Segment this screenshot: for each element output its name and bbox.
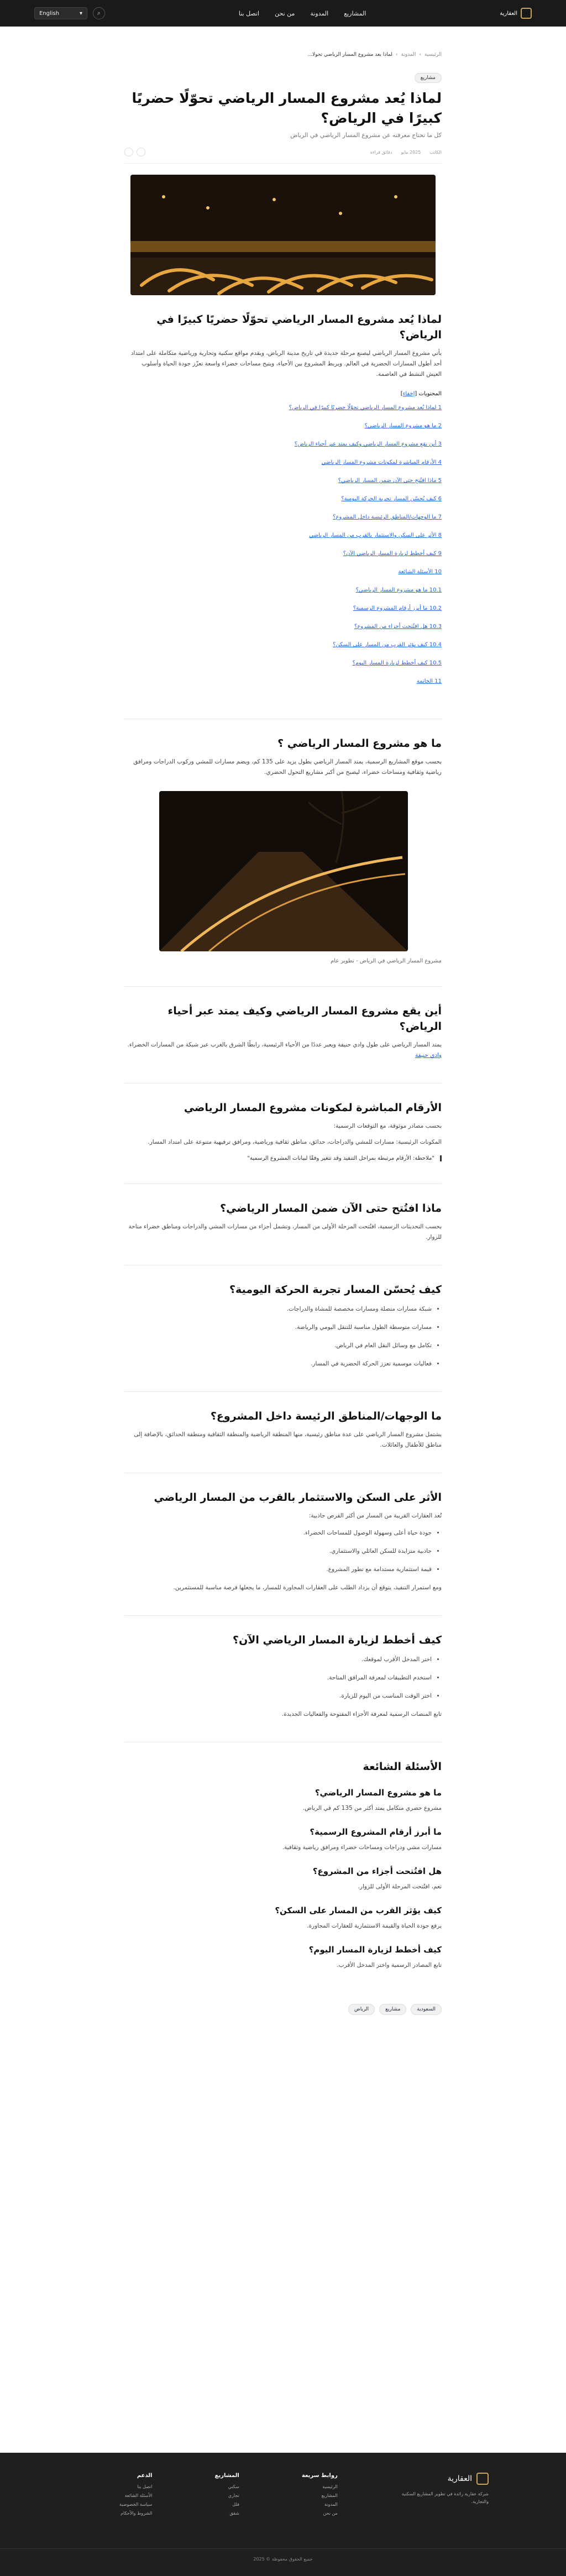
toc-link[interactable]: 6 كيف يُحسّن المسار تجربة الحركة اليومية؟ — [341, 496, 442, 502]
site-logo[interactable] — [500, 8, 532, 19]
footer-link[interactable]: شقق — [229, 2511, 239, 2516]
logo-mark — [476, 2473, 489, 2485]
nav-item-projects[interactable]: المشاريع — [344, 9, 366, 17]
article-photo — [159, 791, 408, 951]
footer-column — [302, 2473, 338, 2520]
list-item: • جودة حياة أعلى وسهولة الوصول للمساحات الخضراء. — [124, 1528, 432, 1538]
read-time: دقائق قراءة — [370, 149, 392, 155]
main-nav — [239, 10, 366, 17]
toc-header: المحتويات [إخفاء] — [400, 391, 442, 397]
page-title: لماذا يُعد مشروع المسار الرياضي تحوّلًا حضريًا كبيرًا في الرياض؟ — [132, 90, 442, 126]
footer-brand — [400, 2473, 489, 2520]
toc-link[interactable]: 10.1 ما هو مشروع المسار الرياضي؟ — [355, 587, 442, 593]
share-icon[interactable] — [137, 148, 145, 156]
footer-brand-name: العقارية — [447, 2474, 472, 2483]
section-heading: الأرقام المباشرة لمكونات مشروع المسار الرياضي — [184, 1102, 442, 1114]
toc-link[interactable]: 1 لماذا يُعد مشروع المسار الرياضي تحوّلًا حضريًا كبيرًا في الرياض؟ — [289, 405, 442, 411]
logo-text: العقارية — [500, 10, 517, 17]
footer-column-title: روابط سريعة — [301, 2473, 338, 2479]
nav-item-blog[interactable]: المدونة — [310, 9, 329, 17]
footer-link[interactable]: من نحن — [323, 2511, 338, 2516]
toc-link[interactable]: 4 الأرقام المباشرة لمكونات مشروع المسار الرياضي — [321, 459, 442, 465]
section-heading: أين يقع مشروع المسار الرياضي وكيف يمتد عبر أحياء الرياض؟ — [167, 1005, 442, 1033]
top-navigation-bar — [0, 0, 566, 27]
copyright: جميع الحقوق محفوظة © 2025 — [0, 2548, 566, 2562]
language-select[interactable] — [34, 7, 87, 19]
blockquote: "ملاحظة: الأرقام مرتبطة بمراحل التنفيذ وقد تتغير وفقًا لبيانات المشروع الرسمية" — [124, 1155, 442, 1161]
paragraph-text: يمتد المسار الرياضي على طول وادي حنيفة ويعبر عددًا من الأحياء الرئيسية، رابطًا الشرق بالغرب عبر شبكة من المسارات الخضراء. — [127, 1041, 442, 1048]
topbar-tools — [34, 7, 105, 19]
breadcrumb-home[interactable]: الرئيسية — [424, 52, 442, 57]
paragraph: ومع استمرار التنفيذ، يتوقع أن يزداد الطلب على العقارات المجاورة للمسار، ما يجعلها فرصة مناسبة للمستثمرين. — [173, 1584, 442, 1591]
faq-question: ما أبرز أرقام المشروع الرسمية؟ — [310, 1827, 442, 1837]
footer-about: شركة عقارية رائدة في تطوير المشاريع السكنية والتجارية. — [401, 2491, 489, 2504]
inline-link[interactable]: وادي حنيفة — [415, 1052, 442, 1059]
share-icon[interactable] — [124, 148, 133, 156]
list-item: • فعاليات موسمية تعزز الحركة الحضرية في المسار. — [124, 1359, 432, 1369]
breadcrumb: الرئيسية › المدونة › لماذا يعد مشروع المسار الرياضي تحولا... — [307, 52, 442, 57]
tag-list — [124, 2004, 442, 2015]
paragraph: يشتمل مشروع المسار الرياضي على عدة مناطق رئيسية، منها المنطقة الرياضية والمنطقة الثقافية ومنطقة الحدائق، بالإضافة إلى مناطق للأطفال والعائلات. — [134, 1431, 442, 1448]
share-buttons — [124, 148, 145, 156]
chevron-down-icon: ▾ — [79, 10, 82, 17]
list-item: • اختر الوقت المناسب من اليوم للزيارة. — [124, 1691, 432, 1701]
toc-label: المحتويات — [418, 391, 442, 397]
list-item: • مسارات متوسطة الطول مناسبة للتنقل اليومي والرياضة. — [124, 1322, 432, 1333]
footer-column-title: الدعم — [137, 2473, 153, 2479]
footer-link[interactable]: المشاريع — [321, 2493, 338, 2498]
author[interactable]: الكاتب — [429, 149, 442, 155]
table-of-contents — [124, 405, 442, 697]
footer-column-title: المشاريع — [214, 2473, 239, 2479]
language-label: English — [39, 10, 60, 17]
paragraph: تُعد العقارات القريبة من المسار من أكثر الفرص جاذبية: — [308, 1512, 442, 1519]
toc-link[interactable]: 10.2 ما أبرز أرقام المشروع الرسمية؟ — [353, 605, 442, 611]
toc-link[interactable]: 10.3 هل افتُتحت أجزاء من المشروع؟ — [354, 624, 442, 630]
divider — [124, 1391, 442, 1392]
image-caption: مشروع المسار الرياضي في الرياض - تطوير عام — [331, 958, 442, 964]
paragraph: المكونات الرئيسية: مسارات للمشي والدراجات، حدائق، مناطق ثقافية ورياضية، ومرافق ترفيهية متنوعة على امتداد المسار. — [148, 1139, 442, 1145]
nav-item-about[interactable]: من نحن — [275, 9, 295, 17]
footer-link[interactable]: تجاري — [228, 2493, 239, 2498]
section-heading: لماذا يُعد مشروع المسار الرياضي تحوّلًا حضريًا كبيرًا في الرياض؟ — [156, 313, 442, 341]
nav-item-contact[interactable]: اتصل بنا — [238, 9, 260, 17]
faq-question: كيف أخطط لزيارة المسار اليوم؟ — [308, 1945, 442, 1955]
category-tag[interactable]: مشاريع — [415, 73, 442, 83]
faq-answer: تابع المصادر الرسمية واختر المدخل الأقرب. — [337, 1962, 442, 1968]
footer-link[interactable]: الشروط والأحكام — [120, 2511, 153, 2516]
footer-link[interactable]: سكني — [228, 2484, 239, 2489]
list-item: • شبكة مسارات متصلة ومسارات مخصصة للمشاة والدراجات. — [124, 1304, 432, 1315]
footer-link[interactable]: اتصل بنا — [137, 2484, 153, 2489]
hero-image — [130, 175, 436, 295]
divider — [124, 986, 442, 987]
publish-date: 2025 مايو — [401, 149, 421, 155]
paragraph: بحسب مصادر موثوقة، مع التوقعات الرسمية: — [333, 1123, 442, 1129]
footer-link[interactable]: المدونة — [324, 2502, 338, 2507]
faq-answer: مسارات مشي ودراجات ومساحات خضراء ومرافق رياضية وثقافية. — [282, 1844, 442, 1851]
breadcrumb-current: لماذا يعد مشروع المسار الرياضي تحولا... — [307, 52, 392, 57]
faq-answer: يرفع جودة الحياة والقيمة الاستثمارية للعقارات المجاورة. — [307, 1923, 442, 1929]
list-item: • اختر المدخل الأقرب لموقعك. — [124, 1654, 432, 1665]
footer-link[interactable]: فلل — [232, 2502, 239, 2507]
section-heading: ما هو مشروع المسار الرياضي ؟ — [277, 737, 442, 750]
faq-answer: مشروع حضري متكامل يمتد أكثر من 135 كم في الرياض. — [302, 1805, 442, 1811]
tag-chip[interactable]: السعودية — [411, 2004, 442, 2015]
list-item: • استخدم التطبيقات لمعرفة المرافق المتاحة. — [124, 1673, 432, 1683]
breadcrumb-blog[interactable]: المدونة — [401, 52, 416, 57]
section-heading: الأثر على السكن والاستثمار بالقرب من المسار الرياضي — [154, 1491, 442, 1504]
divider — [124, 1615, 442, 1616]
footer-column — [215, 2473, 239, 2520]
list-item: • جاذبية متزايدة للسكن العائلي والاستثماري. — [124, 1546, 432, 1557]
toc-link[interactable]: 5 ماذا افتُتح حتى الآن ضمن المسار الرياضي؟ — [338, 478, 442, 484]
paragraph: بحسب موقع المشاريع الرسمية، يمتد المسار الرياضي بطول يزيد على 135 كم، ويضم مسارات للمشي وركوب الدراجات ومرافق رياضية وثقافية ومساحات خضراء، ليصبح من أكبر مشاريع التحول الحضري. — [133, 758, 442, 776]
logo-mark — [521, 8, 532, 19]
faq-question: ما هو مشروع المسار الرياضي؟ — [315, 1788, 442, 1798]
toc-link[interactable]: 3 أين يقع مشروع المسار الرياضي وكيف يمتد عبر أحياء الرياض؟ — [294, 441, 442, 447]
article-meta — [124, 148, 442, 164]
section-heading: ما الوجهات/المناطق الرئيسة داخل المشروع؟ — [210, 1410, 442, 1422]
toc-link[interactable]: 8 الأثر على السكن والاستثمار بالقرب من المسار الرياضي — [309, 532, 442, 538]
section-heading: كيف أخطط لزيارة المسار الرياضي الآن؟ — [233, 1634, 442, 1646]
faq-answer: نعم، افتُتحت المرحلة الأولى للزوار. — [358, 1883, 442, 1890]
toc-link[interactable]: 10 الأسئلة الشائعة — [398, 569, 442, 575]
list-item: • قيمة استثمارية مستدامة مع تطور المشروع. — [124, 1564, 432, 1575]
paragraph — [124, 1040, 442, 1061]
toc-link[interactable]: 9 كيف أخطط لزيارة المسار الرياضي الآن؟ — [343, 551, 442, 557]
toc-link[interactable]: 2 ما هو مشروع المسار الرياضي؟ — [364, 423, 442, 429]
article-container — [124, 52, 442, 2015]
paragraph: يأتي مشروع المسار الرياضي ليصنع مرحلة جديدة في تاريخ مدينة الرياض، ويقدم مواقع سكنية وتجارية ورياضية متكاملة على امتداد أحد أطول المسارات الحضرية في العالم. ويربط المشروع بين الأحياء، ويتيح مساحات خضراء واسعة تعزّز جودة الحياة وأسلوب العيش النشط في العاصمة. — [130, 350, 442, 378]
site-footer — [0, 2453, 566, 2576]
footer-link[interactable]: الرئيسية — [322, 2484, 338, 2489]
section-heading: ماذا افتُتح حتى الآن ضمن المسار الرياضي؟ — [220, 1202, 442, 1214]
toc-link[interactable]: 10.4 كيف يؤثر القرب من المسار على السكن؟ — [333, 642, 442, 648]
list-item: • تكامل مع وسائل النقل العام في الرياض. — [124, 1341, 432, 1351]
tag-chip[interactable]: مشاريع — [379, 2004, 406, 2015]
toc-link[interactable]: 11 الخاتمة — [416, 678, 442, 684]
hero-illustration — [130, 175, 436, 295]
faq-question: هل افتُتحت أجزاء من المشروع؟ — [312, 1866, 442, 1876]
footer-columns — [0, 2453, 566, 2520]
footer-column — [119, 2473, 152, 2520]
tag-chip[interactable]: الرياض — [348, 2004, 375, 2015]
bullet-list — [124, 1654, 442, 1701]
bullet-list — [124, 1304, 442, 1369]
paragraph: بحسب التحديثات الرسمية، افتُتحت المرحلة الأولى من المسار، وتشمل أجزاء من مسارات المشي والدراجات ومناطق خضراء متاحة للزوار. — [128, 1223, 442, 1240]
paragraph: تابع المنصات الرسمية لمعرفة الأجزاء المفتوحة والفعاليات الجديدة. — [281, 1711, 442, 1718]
footer-logo[interactable] — [400, 2473, 489, 2485]
footer-link[interactable]: سياسة الخصوصية — [119, 2502, 153, 2507]
path-night-illustration — [159, 791, 408, 951]
toc-link[interactable]: 7 ما الوجهات/المناطق الرئيسة داخل المشروع؟ — [333, 514, 442, 520]
faq-heading: الأسئلة الشائعة — [363, 1761, 442, 1773]
faq-question: كيف يؤثر القرب من المسار على السكن؟ — [275, 1905, 442, 1915]
bullet-list — [124, 1528, 442, 1575]
footer-link[interactable]: الأسئلة الشائعة — [124, 2493, 153, 2498]
toc-link[interactable]: 10.5 كيف أخطط لزيارة المسار اليوم؟ — [352, 660, 442, 666]
toc-toggle[interactable]: إخفاء — [402, 391, 415, 397]
page-subtitle: كل ما تحتاج معرفته عن مشروع المسار الرياضي في الرياض — [290, 132, 442, 139]
section-heading: كيف يُحسّن المسار تجربة الحركة اليومية؟ — [229, 1284, 442, 1296]
search-icon[interactable]: ⌕ — [93, 7, 105, 19]
